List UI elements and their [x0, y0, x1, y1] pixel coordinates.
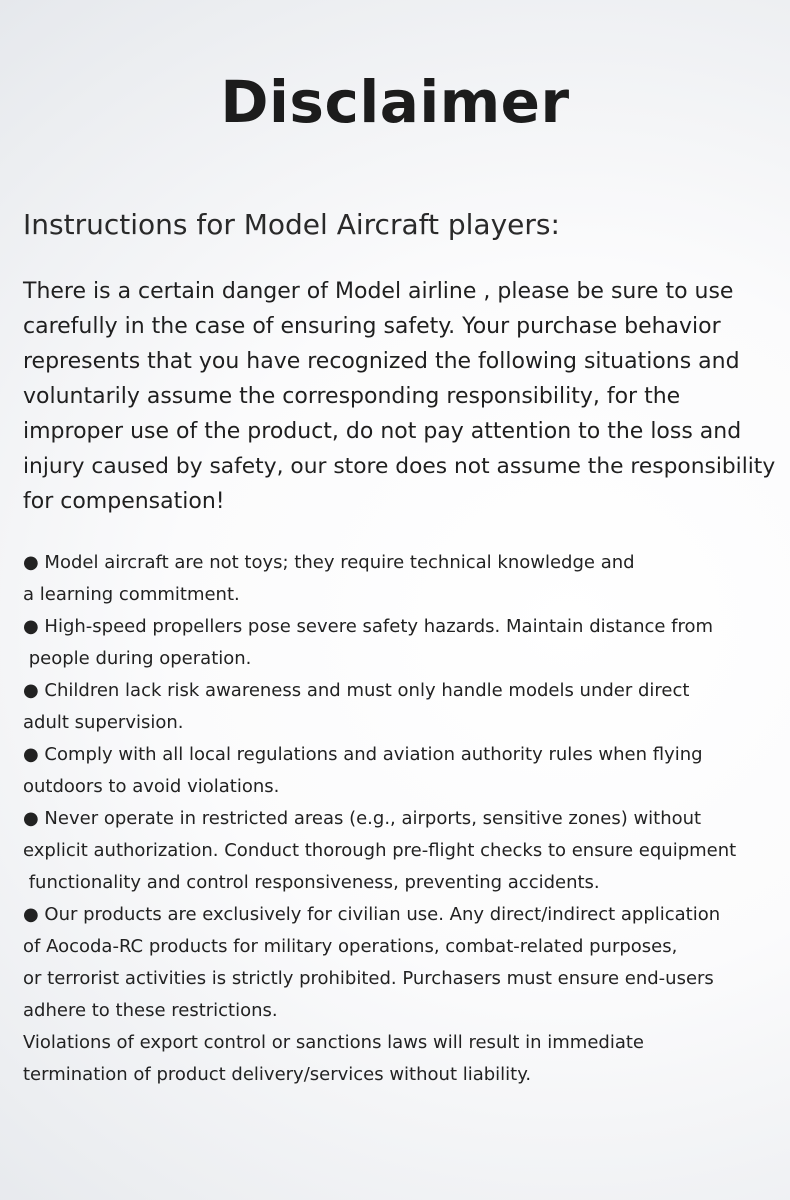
bullet-line: adult supervision.: [23, 712, 184, 733]
bullet-line: Violations of export control or sanctions laws will result in immediate: [23, 1032, 644, 1053]
intro-line: for compensation!: [23, 489, 225, 514]
bullet-line: or terrorist activities is strictly prohibited. Purchasers must ensure end-users: [23, 968, 714, 989]
bullet-line: ● Model aircraft are not toys; they require technical knowledge and: [23, 552, 635, 573]
intro-line: voluntarily assume the corresponding responsibility, for the: [23, 384, 681, 409]
intro-line: improper use of the product, do not pay attention to the loss and: [23, 419, 742, 444]
bullet-line: ● High-speed propellers pose severe safety hazards. Maintain distance from: [23, 616, 714, 637]
intro-line: injury caused by safety, our store does not assume the responsibility: [23, 454, 776, 479]
bullet-line: ● Children lack risk awareness and must only handle models under direct: [23, 680, 690, 701]
bullet-line: outdoors to avoid violations.: [23, 776, 280, 797]
bullet-list: [23, 547, 783, 1091]
bullet-line: adhere to these restrictions.: [23, 1000, 278, 1021]
bullet-line: ● Comply with all local regulations and aviation authority rules when flying: [23, 744, 703, 765]
bullet-line: of Aocoda-RC products for military operations, combat-related purposes,: [23, 936, 678, 957]
intro-line: carefully in the case of ensuring safety. Your purchase behavior: [23, 314, 721, 339]
intro-line: represents that you have recognized the following situations and: [23, 349, 740, 374]
bullet-line: people during operation.: [23, 648, 252, 669]
bullet-line: explicit authorization. Conduct thorough pre-flight checks to ensure equipment: [23, 840, 737, 861]
page-title: Disclaimer: [220, 68, 570, 136]
bullet-line: ● Never operate in restricted areas (e.g., airports, sensitive zones) without: [23, 808, 702, 829]
bullet-line: a learning commitment.: [23, 584, 240, 605]
bullet-line: functionality and control responsiveness, preventing accidents.: [23, 872, 600, 893]
bullet-line: termination of product delivery/services without liability.: [23, 1064, 532, 1085]
intro-paragraph: [23, 274, 778, 519]
section-subtitle: Instructions for Model Aircraft players:: [23, 208, 560, 241]
intro-line: There is a certain danger of Model airline , please be sure to use: [23, 279, 734, 304]
bullet-line: ● Our products are exclusively for civilian use. Any direct/indirect application: [23, 904, 721, 925]
